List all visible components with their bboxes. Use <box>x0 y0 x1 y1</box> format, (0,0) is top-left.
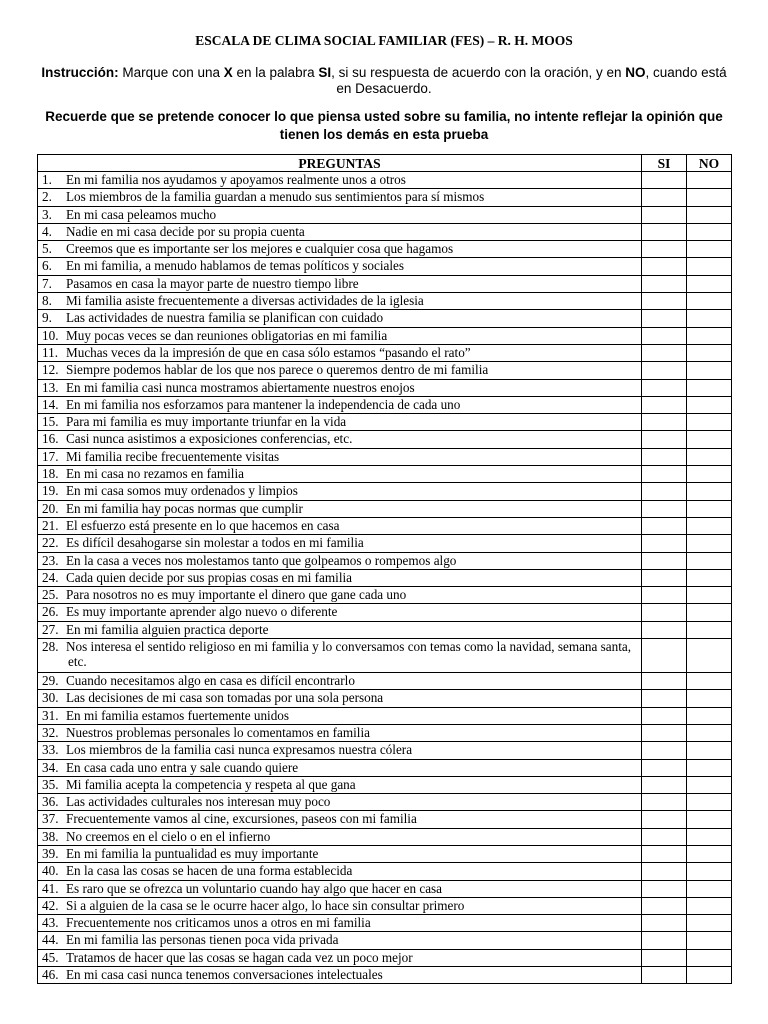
question-text: Muy pocas veces se dan reuniones obligatorias en mi familia <box>66 327 388 343</box>
question-number: 5. <box>42 241 52 257</box>
table-row <box>38 690 732 707</box>
question-cell <box>38 431 642 448</box>
question-text: Para nosotros no es muy importante el dinero que gane cada uno <box>66 587 407 603</box>
question-text: En mi familia casi nunca mostramos abiertamente nuestros enojos <box>66 379 415 395</box>
answer-si-cell[interactable] <box>642 587 687 604</box>
question-text: En mi familia nos ayudamos y apoyamos realmente unos a otros <box>66 172 406 187</box>
answer-no-cell[interactable] <box>687 863 732 880</box>
question-number: 27. <box>42 621 59 637</box>
table-row <box>38 569 732 586</box>
question-number: 40. <box>42 863 59 879</box>
question-cell <box>38 794 642 811</box>
table-row <box>38 379 732 396</box>
question-cell <box>38 327 642 344</box>
answer-si-cell[interactable] <box>642 223 687 240</box>
question-text: En mi casa no rezamos en familia <box>66 466 244 482</box>
question-number: 6. <box>42 258 52 274</box>
question-text: Los miembros de la familia casi nunca expresamos nuestra cólera <box>66 742 413 758</box>
answer-no-cell[interactable] <box>687 776 732 793</box>
header-preguntas: PREGUNTAS <box>38 155 642 172</box>
table-row <box>38 431 732 448</box>
table-row <box>38 483 732 500</box>
answer-no-cell[interactable] <box>687 724 732 741</box>
question-cell <box>38 673 642 690</box>
question-number: 4. <box>42 223 52 239</box>
question-number: 2. <box>42 189 52 205</box>
question-number: 9. <box>42 310 52 326</box>
answer-no-cell[interactable] <box>687 880 732 897</box>
answer-si-cell[interactable] <box>642 293 687 310</box>
question-cell <box>38 344 642 361</box>
question-number: 19. <box>42 483 59 499</box>
table-row <box>38 639 732 673</box>
question-text: Mi familia recibe frecuentemente visitas <box>66 448 280 464</box>
table-row <box>38 172 732 189</box>
question-cell <box>38 845 642 862</box>
answer-no-cell[interactable] <box>687 949 732 966</box>
answer-no-cell[interactable] <box>687 915 732 932</box>
question-number: 15. <box>42 414 59 430</box>
question-cell <box>38 690 642 707</box>
answer-si-cell[interactable] <box>642 621 687 638</box>
question-cell <box>38 932 642 949</box>
answer-no-cell[interactable] <box>687 742 732 759</box>
question-number: 34. <box>42 759 59 775</box>
answer-si-cell[interactable] <box>642 535 687 552</box>
answer-no-cell[interactable] <box>687 621 732 638</box>
question-text: Frecuentemente vamos al cine, excursiones, paseos con mi familia <box>66 811 417 827</box>
question-number: 8. <box>42 293 52 309</box>
questions-table <box>37 154 732 984</box>
question-text: Nuestros problemas personales lo comentamos en familia <box>66 724 370 740</box>
question-number: 29. <box>42 673 59 689</box>
answer-no-cell[interactable] <box>687 431 732 448</box>
answer-no-cell[interactable] <box>687 811 732 828</box>
answer-si-cell[interactable] <box>642 396 687 413</box>
table-row <box>38 724 732 741</box>
instruction-part2: en la palabra <box>232 65 319 80</box>
table-row <box>38 293 732 310</box>
instruction-no: NO <box>625 65 646 80</box>
question-text: En mi familia nos esforzamos para mantener la independencia de cada uno <box>66 396 461 412</box>
table-row <box>38 362 732 379</box>
question-cell <box>38 500 642 517</box>
question-text: Las actividades de nuestra familia se planifican con cuidado <box>66 310 384 326</box>
answer-si-cell[interactable] <box>642 690 687 707</box>
question-cell <box>38 604 642 621</box>
question-text: Para mi familia es muy importante triunfar en la vida <box>66 414 347 430</box>
question-cell <box>38 362 642 379</box>
question-cell <box>38 707 642 724</box>
answer-si-cell[interactable] <box>642 172 687 189</box>
answer-no-cell[interactable] <box>687 517 732 534</box>
answer-si-cell[interactable] <box>642 776 687 793</box>
question-cell <box>38 639 642 673</box>
table-row <box>38 759 732 776</box>
question-number: 43. <box>42 915 59 931</box>
answer-si-cell[interactable] <box>642 414 687 431</box>
instruction-part3: , si su respuesta de acuerdo con la oración, y en <box>331 65 626 80</box>
table-row <box>38 517 732 534</box>
question-text: Cuando necesitamos algo en casa es difícil encontrarlo <box>66 673 355 689</box>
answer-si-cell[interactable] <box>642 724 687 741</box>
table-header-row <box>38 155 732 172</box>
question-cell <box>38 310 642 327</box>
answer-si-cell[interactable] <box>642 517 687 534</box>
answer-si-cell[interactable] <box>642 258 687 275</box>
instruction-si: SI <box>318 65 332 80</box>
question-number: 14. <box>42 396 59 412</box>
question-number: 31. <box>42 707 59 723</box>
table-row <box>38 448 732 465</box>
question-cell <box>38 172 642 189</box>
table-row <box>38 535 732 552</box>
question-text: Mi familia acepta la competencia y respeta al que gana <box>66 776 356 792</box>
table-row <box>38 621 732 638</box>
answer-si-cell[interactable] <box>642 863 687 880</box>
question-text: En casa cada uno entra y sale cuando quiere <box>66 759 299 775</box>
answer-no-cell[interactable] <box>687 500 732 517</box>
answer-no-cell[interactable] <box>687 362 732 379</box>
answer-si-cell[interactable] <box>642 344 687 361</box>
question-text: No creemos en el cielo o en el infierno <box>66 828 271 844</box>
table-row <box>38 880 732 897</box>
instruction-label: Instrucción: <box>41 65 119 80</box>
question-number: 23. <box>42 552 59 568</box>
table-row <box>38 828 732 845</box>
question-text: En mi casa peleamos mucho <box>66 206 217 222</box>
answer-no-cell[interactable] <box>687 759 732 776</box>
question-cell <box>38 880 642 897</box>
question-number: 18. <box>42 466 59 482</box>
question-number: 44. <box>42 932 59 948</box>
question-text: En la casa las cosas se hacen de una forma establecida <box>66 863 353 879</box>
question-number: 20. <box>42 500 59 516</box>
instruction-part4: , cuando está en Desacuerdo. <box>336 65 727 96</box>
answer-si-cell[interactable] <box>642 845 687 862</box>
answer-si-cell[interactable] <box>642 639 687 673</box>
answer-no-cell[interactable] <box>687 448 732 465</box>
answer-si-cell[interactable] <box>642 275 687 292</box>
answer-no-cell[interactable] <box>687 794 732 811</box>
question-number: 24. <box>42 569 59 585</box>
answer-si-cell[interactable] <box>642 915 687 932</box>
question-text: Si a alguien de la casa se le ocurre hacer algo, lo hace sin consultar primero <box>66 897 465 913</box>
answer-si-cell[interactable] <box>642 707 687 724</box>
question-number: 45. <box>42 949 59 965</box>
question-number: 13. <box>42 379 59 395</box>
answer-si-cell[interactable] <box>642 431 687 448</box>
question-text: Es raro que se ofrezca un voluntario cuando hay algo que hacer en casa <box>66 880 443 896</box>
header-si: SI <box>642 155 687 172</box>
answer-no-cell[interactable] <box>687 604 732 621</box>
question-text: En mi casa somos muy ordenados y limpios <box>66 483 298 499</box>
question-number: 30. <box>42 690 59 706</box>
answer-no-cell[interactable] <box>687 828 732 845</box>
answer-si-cell[interactable] <box>642 327 687 344</box>
question-number: 16. <box>42 431 59 447</box>
table-row <box>38 863 732 880</box>
question-text: Muchas veces da la impresión de que en casa sólo estamos “pasando el rato” <box>66 344 471 360</box>
question-text: En mi familia las personas tienen poca vida privada <box>66 932 339 948</box>
question-cell <box>38 517 642 534</box>
answer-no-cell[interactable] <box>687 293 732 310</box>
question-number: 12. <box>42 362 59 378</box>
answer-no-cell[interactable] <box>687 466 732 483</box>
answer-si-cell[interactable] <box>642 448 687 465</box>
table-row <box>38 949 732 966</box>
answer-no-cell[interactable] <box>687 310 732 327</box>
answer-no-cell[interactable] <box>687 707 732 724</box>
question-text: Frecuentemente nos criticamos unos a otros en mi familia <box>66 915 371 931</box>
question-text: Las decisiones de mi casa son tomadas por una sola persona <box>66 690 384 706</box>
answer-no-cell[interactable] <box>687 897 732 914</box>
answer-no-cell[interactable] <box>687 396 732 413</box>
answer-no-cell[interactable] <box>687 223 732 240</box>
question-text: Mi familia asiste frecuentemente a diversas actividades de la iglesia <box>66 293 424 309</box>
table-row <box>38 967 732 984</box>
question-cell <box>38 535 642 552</box>
question-number: 26. <box>42 604 59 620</box>
question-cell <box>38 776 642 793</box>
question-text: Pasamos en casa la mayor parte de nuestro tiempo libre <box>66 275 359 291</box>
answer-no-cell[interactable] <box>687 241 732 258</box>
page-title: ESCALA DE CLIMA SOCIAL FAMILIAR (FES) – R. H. MOOS <box>195 33 573 48</box>
answer-si-cell[interactable] <box>642 967 687 984</box>
answer-si-cell[interactable] <box>642 189 687 206</box>
question-text: Los miembros de la familia guardan a menudo sus sentimientos para sí mismos <box>66 189 485 205</box>
answer-no-cell[interactable] <box>687 172 732 189</box>
answer-no-cell[interactable] <box>687 327 732 344</box>
answer-no-cell[interactable] <box>687 206 732 223</box>
answer-si-cell[interactable] <box>642 828 687 845</box>
question-cell <box>38 915 642 932</box>
question-text: En mi familia estamos fuertemente unidos <box>66 707 290 723</box>
question-text: Nos interesa el sentido religioso en mi familia y lo conversamos con temas como la navidad, semana santa, etc. <box>66 639 632 670</box>
answer-si-cell[interactable] <box>642 206 687 223</box>
question-cell <box>38 967 642 984</box>
table-row <box>38 587 732 604</box>
question-number: 3. <box>42 206 52 222</box>
table-row <box>38 794 732 811</box>
question-cell <box>38 569 642 586</box>
instruction-mark: X <box>223 65 233 80</box>
question-cell <box>38 949 642 966</box>
table-row <box>38 742 732 759</box>
answer-no-cell[interactable] <box>687 189 732 206</box>
question-number: 46. <box>42 967 59 983</box>
table-row <box>38 414 732 431</box>
question-cell <box>38 223 642 240</box>
answer-si-cell[interactable] <box>642 310 687 327</box>
question-number: 32. <box>42 724 59 740</box>
question-number: 25. <box>42 587 59 603</box>
question-cell <box>38 587 642 604</box>
answer-no-cell[interactable] <box>687 845 732 862</box>
answer-no-cell[interactable] <box>687 258 732 275</box>
table-row <box>38 206 732 223</box>
table-row <box>38 897 732 914</box>
answer-no-cell[interactable] <box>687 967 732 984</box>
table-row <box>38 707 732 724</box>
question-number: 42. <box>42 897 59 913</box>
question-number: 11. <box>42 344 58 360</box>
question-cell <box>38 466 642 483</box>
questions-body <box>38 172 732 984</box>
answer-no-cell[interactable] <box>687 587 732 604</box>
question-number: 1. <box>42 172 52 187</box>
question-cell <box>38 552 642 569</box>
question-cell <box>38 742 642 759</box>
question-cell <box>38 759 642 776</box>
question-cell <box>38 863 642 880</box>
question-cell <box>38 483 642 500</box>
question-cell <box>38 724 642 741</box>
answer-no-cell[interactable] <box>687 639 732 673</box>
question-number: 7. <box>42 275 52 291</box>
answer-si-cell[interactable] <box>642 949 687 966</box>
question-cell <box>38 897 642 914</box>
answer-si-cell[interactable] <box>642 932 687 949</box>
question-number: 22. <box>42 535 59 551</box>
question-cell <box>38 828 642 845</box>
table-row <box>38 604 732 621</box>
answer-si-cell[interactable] <box>642 673 687 690</box>
question-text: En mi casa casi nunca tenemos conversaciones intelectuales <box>66 967 383 983</box>
answer-si-cell[interactable] <box>642 759 687 776</box>
question-text: En mi familia, a menudo hablamos de temas políticos y sociales <box>66 258 405 274</box>
table-row <box>38 189 732 206</box>
instruction-text <box>40 65 728 97</box>
table-row <box>38 241 732 258</box>
answer-si-cell[interactable] <box>642 569 687 586</box>
table-row <box>38 466 732 483</box>
question-text: En mi familia alguien practica deporte <box>66 621 269 637</box>
question-text: En la casa a veces nos molestamos tanto que golpeamos o rompemos algo <box>66 552 457 568</box>
table-row <box>38 344 732 361</box>
answer-si-cell[interactable] <box>642 811 687 828</box>
table-row <box>38 500 732 517</box>
question-text: Siempre podemos hablar de los que nos parece o queremos dentro de mi familia <box>66 362 489 378</box>
question-cell <box>38 811 642 828</box>
answer-si-cell[interactable] <box>642 500 687 517</box>
reminder-text: Recuerde que se pretende conocer lo que piensa usted sobre su familia, no intente reflejar la opinión que tienen los demás en esta prueba <box>45 109 723 142</box>
answer-si-cell[interactable] <box>642 483 687 500</box>
question-cell <box>38 275 642 292</box>
question-text: El esfuerzo está presente en lo que hacemos en casa <box>66 517 340 533</box>
answer-no-cell[interactable] <box>687 569 732 586</box>
question-cell <box>38 206 642 223</box>
question-number: 38. <box>42 828 59 844</box>
answer-no-cell[interactable] <box>687 414 732 431</box>
answer-no-cell[interactable] <box>687 379 732 396</box>
question-number: 28. <box>42 639 59 655</box>
header-no: NO <box>687 155 732 172</box>
answer-no-cell[interactable] <box>687 690 732 707</box>
question-number: 21. <box>42 517 59 533</box>
question-cell <box>38 293 642 310</box>
question-text: Casi nunca asistimos a exposiciones conferencias, etc. <box>66 431 353 447</box>
table-row <box>38 327 732 344</box>
table-row <box>38 552 732 569</box>
question-text: En mi familia la puntualidad es muy importante <box>66 845 319 861</box>
answer-si-cell[interactable] <box>642 466 687 483</box>
question-cell <box>38 414 642 431</box>
answer-si-cell[interactable] <box>642 241 687 258</box>
question-text: Es difícil desahogarse sin molestar a todos en mi familia <box>66 535 364 551</box>
question-number: 35. <box>42 776 59 792</box>
table-row <box>38 673 732 690</box>
question-number: 36. <box>42 794 59 810</box>
answer-si-cell[interactable] <box>642 880 687 897</box>
question-number: 33. <box>42 742 59 758</box>
table-row <box>38 275 732 292</box>
table-row <box>38 776 732 793</box>
instruction-part1: Marque con una <box>118 65 224 80</box>
answer-si-cell[interactable] <box>642 362 687 379</box>
table-row <box>38 310 732 327</box>
question-number: 10. <box>42 327 59 343</box>
answer-no-cell[interactable] <box>687 483 732 500</box>
table-row <box>38 811 732 828</box>
answer-no-cell[interactable] <box>687 344 732 361</box>
question-cell <box>38 379 642 396</box>
answer-si-cell[interactable] <box>642 794 687 811</box>
question-text: Cada quien decide por sus propias cosas en mi familia <box>66 569 353 585</box>
answer-si-cell[interactable] <box>642 604 687 621</box>
answer-si-cell[interactable] <box>642 742 687 759</box>
question-cell <box>38 241 642 258</box>
question-number: 39. <box>42 845 59 861</box>
answer-no-cell[interactable] <box>687 535 732 552</box>
question-number: 17. <box>42 448 59 464</box>
question-cell <box>38 396 642 413</box>
answer-no-cell[interactable] <box>687 552 732 569</box>
question-text: Es muy importante aprender algo nuevo o diferente <box>66 604 338 620</box>
answer-si-cell[interactable] <box>642 897 687 914</box>
question-text: Creemos que es importante ser los mejores e cualquier cosa que hagamos <box>66 241 454 257</box>
answer-no-cell[interactable] <box>687 275 732 292</box>
table-row <box>38 915 732 932</box>
table-row <box>38 845 732 862</box>
table-row <box>38 396 732 413</box>
question-cell <box>38 258 642 275</box>
table-row <box>38 223 732 240</box>
question-cell <box>38 621 642 638</box>
question-cell <box>38 189 642 206</box>
question-text: Las actividades culturales nos interesan muy poco <box>66 794 331 810</box>
question-number: 37. <box>42 811 59 827</box>
answer-no-cell[interactable] <box>687 673 732 690</box>
question-text: Tratamos de hacer que las cosas se hagan cada vez un poco mejor <box>66 949 413 965</box>
question-cell <box>38 448 642 465</box>
question-text: Nadie en mi casa decide por su propia cuenta <box>66 223 305 239</box>
question-text: En mi familia hay pocas normas que cumplir <box>66 500 303 516</box>
answer-si-cell[interactable] <box>642 379 687 396</box>
question-number: 41. <box>42 880 59 896</box>
answer-si-cell[interactable] <box>642 552 687 569</box>
table-row <box>38 932 732 949</box>
answer-no-cell[interactable] <box>687 932 732 949</box>
table-row <box>38 258 732 275</box>
